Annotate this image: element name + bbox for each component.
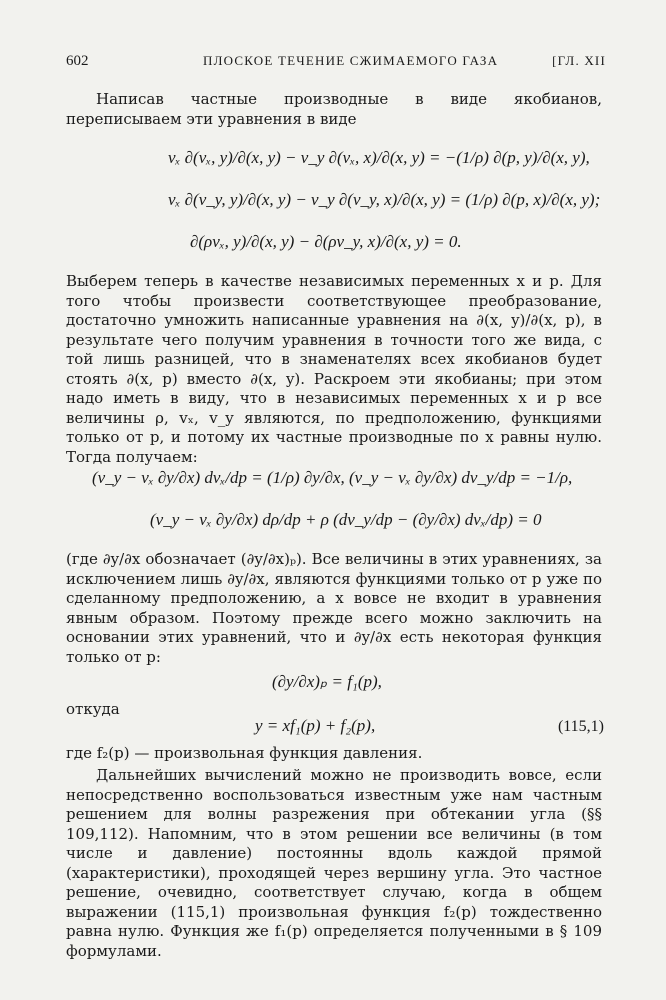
equation-f1: (∂y/∂x)ₚ = f₁(p),: [272, 672, 382, 691]
equation-5: (v_y − vₓ ∂y/∂x) dρ/dp + ρ (dv_y/dp − (∂y/∂x) dvₓ/dp) = 0: [150, 510, 542, 529]
paragraph-change-variables: Выберем теперь в качестве независимых переменных x и p. Для того чтобы произвести соответствующее преобразование, достаточно умножить написанные уравнения на ∂(x, y)/∂(x, p), в результате чего получим уравнения в точности того же вида, с той лишь разницей, что в знаменателях всех якобианов будет стоять ∂(x, p) вместо ∂(x, y). Раскроем эти якобианы; при этом надо иметь в виду, что в независимых переменных x и p все величины ρ, vₓ, v_y являются, по предположению, функциями только от p, и потому их частные производные по x равны нулю. Тогда получаем:: [66, 272, 602, 466]
chapter-label: [ГЛ. XII: [552, 53, 606, 68]
page-number: 602: [66, 53, 89, 69]
equation-2: vₓ ∂(v_y, y)/∂(x, y) − v_y ∂(v_y, x)/∂(x, y) = (1/ρ) ∂(p, x)/∂(x, y);: [168, 190, 601, 209]
equation-3: ∂(ρvₓ, y)/∂(x, y) − ∂(ρv_y, x)/∂(x, y) = 0.: [190, 232, 462, 251]
paragraph-intro: Написав частные производные в виде якобианов, переписываем эти уравнения в виде: [66, 90, 602, 128]
where-line: где f₂(p) — произвольная функция давления.: [66, 744, 423, 762]
running-title: ПЛОСКОЕ ТЕЧЕНИЕ СЖИМАЕМОГО ГАЗА: [203, 53, 499, 68]
equation-1: vₓ ∂(vₓ, y)/∂(x, y) − v_y ∂(vₓ, x)/∂(x, y) = −(1/ρ) ∂(p, y)/∂(x, y),: [168, 148, 590, 167]
word-otkuda: откуда: [66, 700, 120, 718]
paragraph-explanation: (где ∂y/∂x обозначает (∂y/∂x)ₚ). Все величины в этих уравнениях, за исключением лишь ∂y/∂x, являются функциями только от p уже по сделанному предположению, а x вовсе не входит в уравнения явным образом. Поэтому прежде всего можно заключить на основании этих уравнений, что и ∂y/∂x есть некоторая функция только от p:: [66, 550, 602, 666]
paragraph-conclusion: Дальнейших вычислений можно не производить вовсе, если непосредственно воспользоваться известным уже нам частным решением для волны разрежения при обтекании угла (§§ 109,112). Напомним, что в этом решении все величины (в том числе и давление) постоянны вдоль каждой прямой (характеристики), проходящей через вершину угла. Это частное решение, очевидно, соответствует случаю, когда в общем выражении (115,1) произвольная функция f₂(p) тождественно равна нулю. Функция же f₁(p) определяется полученными в § 109 формулами.: [66, 766, 602, 960]
equation-main: y = xf₁(p) + f₂(p),: [255, 716, 376, 735]
equation-number: (115,1): [557, 718, 604, 735]
equation-4: (v_y − vₓ ∂y/∂x) dvₓ/dp = (1/ρ) ∂y/∂x, (v_y − vₓ ∂y/∂x) dv_y/dp = −1/ρ,: [92, 468, 573, 487]
